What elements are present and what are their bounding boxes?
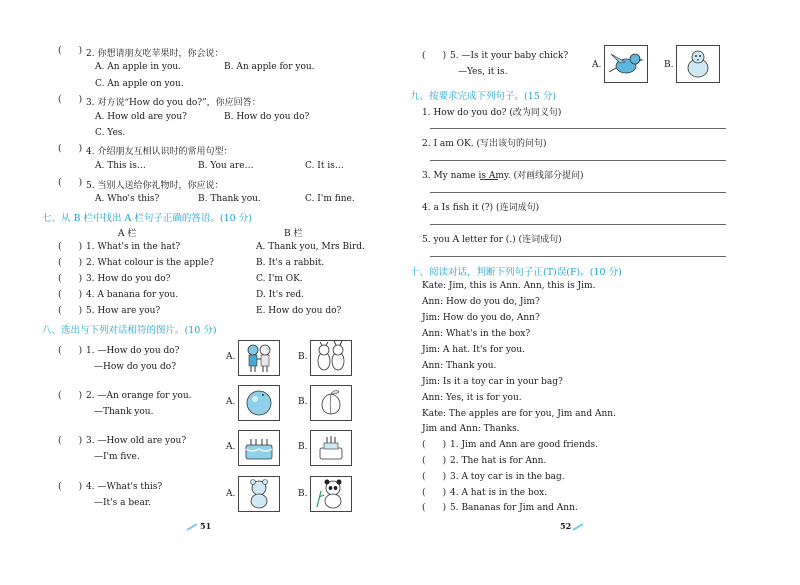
option-b-label: B.: [298, 397, 308, 407]
dialog-line: Jim: A hat. It's for you.: [422, 345, 525, 355]
dialog-line-2: —Yes, it is.: [458, 67, 508, 77]
option-a-label: A.: [226, 397, 236, 407]
picture-a[interactable]: [238, 430, 280, 466]
option-c: C. An apple on you.: [95, 79, 184, 89]
dialog-line-2: —How do you do?: [94, 362, 177, 372]
answer-line-1[interactable]: [430, 128, 726, 129]
option-b: B. How do you do?: [224, 112, 310, 122]
option-b-label: B.: [298, 489, 308, 499]
page-number: 51: [200, 521, 212, 531]
picture-a[interactable]: [604, 45, 648, 83]
panda-icon: [311, 477, 351, 511]
orange-icon: [239, 386, 279, 420]
question-text: 4. 介绍朋友互相认识时的常用句型：: [86, 147, 233, 157]
pencil-icon: [572, 523, 583, 531]
option-b: B. An apple for you.: [224, 62, 315, 72]
option-a: A. How old are you?: [95, 112, 187, 122]
question-text: 3. 对方说“How do you do?”，你应回答：: [86, 98, 261, 108]
bear-icon: [239, 477, 279, 511]
task-2: 2. I am OK. (写出该句的问句): [422, 139, 547, 149]
cake-icon: [239, 431, 279, 465]
cake-candles-icon: [311, 431, 351, 465]
judge-text: 4. A hat is in the box.: [450, 488, 548, 498]
peach-icon: [311, 386, 351, 420]
section-7-title: 七、从 B 栏中找出 A 栏句子正确的答语。(10 分): [42, 213, 252, 224]
dialog-line: Ann: Thank you.: [422, 361, 497, 371]
answer-paren[interactable]: ( ): [422, 440, 447, 450]
dialog-line-1: 3. —How old are you?: [86, 436, 187, 446]
b-sentence: A. Thank you, Mrs Bird.: [256, 242, 365, 252]
picture-a[interactable]: [238, 385, 280, 421]
dialog-line-1: 2. —An orange for you.: [86, 391, 192, 401]
option-b-label: B.: [298, 442, 308, 452]
answer-line-4[interactable]: [430, 224, 726, 225]
answer-line-2[interactable]: [430, 160, 726, 161]
b-sentence: D. It's red.: [256, 290, 304, 300]
picture-a[interactable]: [238, 476, 280, 512]
option-a-label: A.: [226, 489, 236, 499]
option-b-label: B.: [664, 60, 674, 70]
option-a-label: A.: [226, 442, 236, 452]
animals-icon: [311, 341, 351, 375]
option-c: C. I'm fine.: [305, 194, 355, 204]
question-text: 5. 当别人送给你礼物时，你应说：: [86, 181, 224, 191]
option-a: A. An apple in you.: [95, 62, 182, 72]
picture-b[interactable]: [310, 476, 352, 512]
a-sentence: 5. How are you?: [86, 306, 161, 316]
answer-paren[interactable]: ( ): [58, 346, 83, 356]
task-1: 1. How do you do? (改为同义句): [422, 108, 562, 118]
option-c: C. It is…: [305, 161, 344, 171]
pencil-icon: [186, 523, 197, 531]
answer-paren[interactable]: ( ): [58, 274, 83, 284]
answer-paren[interactable]: ( ): [58, 306, 83, 316]
answer-paren[interactable]: ( ): [58, 258, 83, 268]
answer-paren[interactable]: ( ): [58, 290, 83, 300]
answer-paren[interactable]: ( ): [58, 144, 83, 154]
picture-b[interactable]: [310, 340, 352, 376]
picture-a[interactable]: [238, 340, 280, 376]
a-sentence: 4. A banana for you.: [86, 290, 179, 300]
picture-b[interactable]: [676, 45, 720, 83]
a-sentence: 1. What's in the hat?: [86, 242, 181, 252]
answer-paren[interactable]: ( ): [422, 51, 447, 61]
chick-icon: [677, 46, 719, 82]
answer-paren[interactable]: ( ): [422, 456, 447, 466]
task-5: 5. you A letter for (.) (连词成句): [422, 235, 562, 245]
dialog-line-2: —It's a bear.: [94, 498, 151, 508]
answer-paren[interactable]: ( ): [58, 178, 83, 188]
dialog-line-2: —Thank you.: [94, 407, 154, 417]
section-9-title: 九、按要求完成下列句子。(15 分): [410, 91, 557, 102]
children-icon: [239, 341, 279, 375]
column-a-header: A 栏: [118, 229, 137, 239]
picture-b[interactable]: [310, 430, 352, 466]
answer-paren[interactable]: ( ): [58, 95, 83, 105]
option-b-label: B.: [298, 352, 308, 362]
page-number: 52: [560, 521, 572, 531]
dialog-line-2: —I'm five.: [94, 452, 140, 462]
dialog-line: Ann: Yes, it is for you.: [422, 393, 522, 403]
column-b-header: B 栏: [284, 229, 303, 239]
answer-paren[interactable]: ( ): [58, 391, 83, 401]
b-sentence: B. It's a rabbit.: [256, 258, 325, 268]
underline-mark: [480, 179, 498, 180]
option-a: A. This is…: [95, 161, 146, 171]
b-sentence: E. How do you do?: [256, 306, 342, 316]
answer-paren[interactable]: ( ): [58, 482, 83, 492]
a-sentence: 3. How do you do?: [86, 274, 171, 284]
dialog-line: Ann: What's in the box?: [422, 329, 531, 339]
judge-text: 3. A toy car is in the bag.: [450, 472, 565, 482]
b-sentence: C. I'm OK.: [256, 274, 303, 284]
section-8-title: 八、选出与下列对话相符的图片。(10 分): [42, 325, 217, 336]
option-c: C. Yes.: [95, 128, 126, 138]
judge-text: 1. Jim and Ann are good friends.: [450, 440, 599, 450]
answer-paren[interactable]: ( ): [422, 472, 447, 482]
dialog-line: Jim: Is it a toy car in your bag?: [422, 377, 563, 387]
dialog-line: Jim and Ann: Thanks.: [422, 424, 520, 434]
option-b: B. Thank you.: [198, 194, 261, 204]
answer-paren[interactable]: ( ): [422, 503, 447, 513]
dialog-line-1: 5. —Is it your baby chick?: [450, 51, 569, 61]
a-sentence: 2. What colour is the apple?: [86, 258, 214, 268]
option-b: B. You are…: [198, 161, 254, 171]
bird-icon: [605, 46, 647, 82]
picture-b[interactable]: [310, 385, 352, 421]
answer-paren[interactable]: ( ): [422, 488, 447, 498]
dialog-line-1: 4. —What's this?: [86, 482, 163, 492]
task-4: 4. a Is fish it (?) (连词成句): [422, 203, 540, 213]
task-3: 3. My name is Amy. (对画线部分提问): [422, 171, 584, 181]
question-text: 2. 你想请朋友吃苹果时，你会说：: [86, 49, 224, 59]
option-a-label: A.: [226, 352, 236, 362]
answer-line-3[interactable]: [430, 192, 726, 193]
option-a-label: A.: [592, 60, 602, 70]
dialog-line: Ann: How do you do, Jim?: [422, 297, 540, 307]
answer-paren[interactable]: ( ): [58, 46, 83, 56]
option-a: A. Who's this?: [95, 194, 160, 204]
answer-line-5[interactable]: [430, 256, 726, 257]
answer-paren[interactable]: ( ): [58, 242, 83, 252]
judge-text: 2. The hat is for Ann.: [450, 456, 547, 466]
judge-text: 5. Bananas for Jim and Ann.: [450, 503, 578, 513]
dialog-line: Kate: The apples are for you, Jim and Ann.: [422, 409, 616, 419]
dialog-line-1: 1. —How do you do?: [86, 346, 180, 356]
answer-paren[interactable]: ( ): [58, 436, 83, 446]
section-10-title: 十、阅读对话，判断下列句子正(T)误(F)。(10 分): [410, 267, 622, 278]
dialog-line: Kate: Jim, this is Ann. Ann, this is Jim.: [422, 281, 596, 291]
dialog-line: Jim: How do you do, Ann?: [422, 313, 540, 323]
